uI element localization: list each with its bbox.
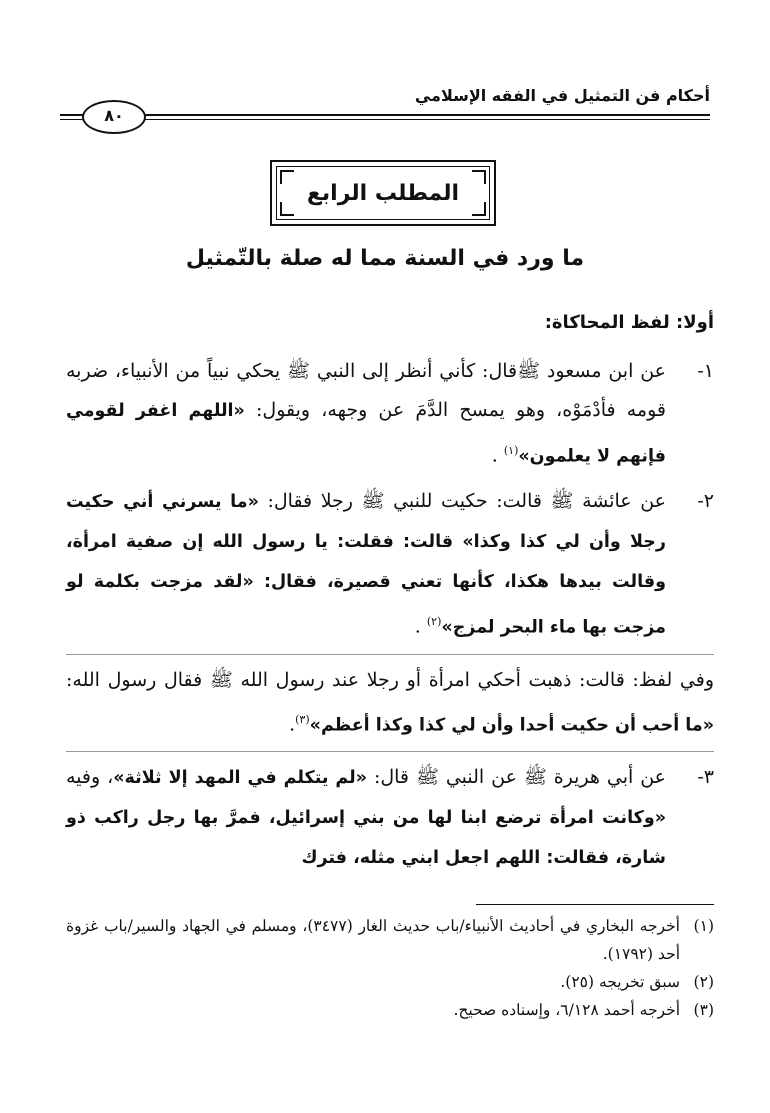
item-text: عن أبي هريرة ﷺ عن النبي ﷺ قال: (367, 765, 667, 788)
book-title: أحكام فن التمثيل في الفقه الإسلامي (414, 86, 710, 105)
hadith-item-3 (66, 758, 714, 878)
para-text: وفي لفظ: قالت: ذهبت أحكي امرأة أو رجلا عند رسول الله ﷺ فقال رسول الله: (66, 668, 714, 691)
item-quote: «لم يتكلم في المهد إلا ثلاثة» (113, 767, 368, 788)
page-number: ٨٠ (82, 100, 146, 134)
item-text: عن ابن مسعود ﷺقال: كأني أنظر إلى النبي ﷺ يحكي نبياً من الأنبياء، ضربه قومه فأدْمَوْه، وهو يمسح الدَّمَ عن وجهه، ويقول: (66, 360, 667, 421)
footnote-number: (٢) (693, 973, 714, 991)
item-text-end: . (414, 615, 427, 638)
separator-line (66, 751, 714, 752)
para-text-end: . (289, 712, 296, 735)
item-number: ٣- (697, 765, 714, 788)
subsection-heading: أولا: لفظ المحاكاة: (544, 312, 714, 333)
footnote-ref[interactable]: (٣) (295, 712, 310, 726)
footnote-ref[interactable]: (٢) (426, 615, 442, 629)
item-quote-2: «وكانت امرأة ترضع ابنا لها من بني إسرائيل، فمرَّ بها رجل راكب ذو شارة، فقالت: اللهم اجعل ابني مثله، فترك (66, 807, 666, 868)
item-text-mid: ، وفيه (66, 765, 114, 788)
section-title-box (270, 160, 496, 226)
footnote-1 (66, 912, 714, 968)
footnote-text: سبق تخريجه (٢٥). (560, 973, 680, 991)
item-number: ٢- (697, 490, 714, 513)
footnote-number: (٣) (693, 1001, 714, 1019)
header-rule-thin (138, 119, 710, 120)
separator-line (66, 654, 714, 655)
variant-wording-paragraph (66, 661, 714, 745)
running-header (60, 82, 710, 128)
footnote-2 (66, 968, 714, 996)
footnotes (66, 912, 714, 1024)
main-text (66, 352, 714, 878)
footnote-number: (١) (693, 917, 714, 935)
para-quote: «ما أحب أن حكيت أحدا وأن لي كذا وكذا أعظم» (309, 714, 714, 735)
hadith-item-1 (66, 352, 714, 476)
footnote-text: أخرجه البخاري في أحاديث الأنبياء/باب حديث الغار (٣٤٧٧)، ومسلم في الجهاد والسير/باب غزوة أحد (١٧٩٢). (66, 917, 680, 963)
section-title: المطلب الرابع (276, 166, 490, 220)
footnote-3 (66, 996, 714, 1024)
header-rule (138, 114, 710, 116)
footnote-separator (476, 904, 714, 905)
item-number: ١- (697, 360, 714, 382)
item-text-end: . (491, 444, 504, 467)
item-quote: «اللهم اغفر لقومي فإنهم لا يعلمون» (66, 401, 666, 467)
section-subtitle: ما ورد في السنة مما له صلة بالتّمثيل (185, 246, 585, 271)
item-text: عن عائشة ﷺ قالت: حكيت للنبي ﷺ رجلا فقال: (258, 490, 666, 513)
footnote-ref[interactable]: (١) (503, 444, 519, 457)
item-quote: «ما يسرني أني حكيت رجلا وأن لي كذا وكذا» قالت: فقلت: يا رسول الله إن صفية امرأة، وقالت بيدها هكذا، كأنها تعني قصيرة، فقال: «لقد مزجت بكلمة لو مزجت بها ماء البحر لمزج» (66, 492, 666, 638)
footnote-text: أخرجه أحمد ٦/١٢٨، وإسناده صحيح. (453, 1001, 680, 1019)
hadith-item-2 (66, 482, 714, 647)
